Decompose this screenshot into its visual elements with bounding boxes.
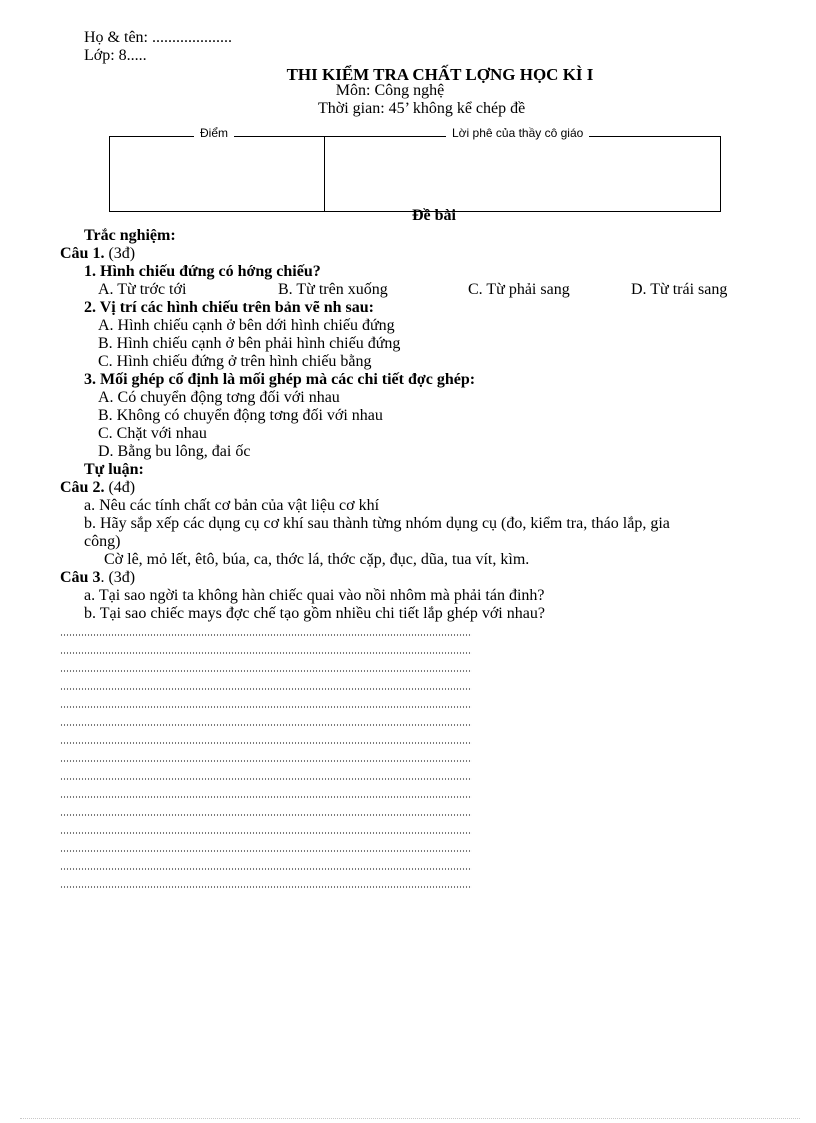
answer-1a: A. Từ trớc tới xyxy=(98,281,187,298)
question-3a: a. Tại sao ngời ta không hàn chiếc quai vào nồi nhôm mà phải tán đinh? xyxy=(84,587,545,604)
exam-title: THI KIỂM TRA CHẤT LỢNG HỌC KÌ I xyxy=(286,65,594,84)
question-2-tools: Cờ lê, mỏ lết, êtô, búa, ca, thớc lá, thớc cặp, đục, dũa, tua vít, kìm. xyxy=(104,551,530,568)
answer-line xyxy=(60,760,472,762)
answer-line xyxy=(60,778,472,780)
sub-question-3: 3. Mối ghép cố định là mối ghép mà các chi tiết đợc ghép: xyxy=(84,371,476,388)
exam-time: Thời gian: 45’ không kể chép đề xyxy=(318,100,526,117)
answer-line xyxy=(60,706,472,708)
answer-line xyxy=(60,886,472,888)
question-1-heading xyxy=(60,245,135,263)
exam-subject: Môn: Công nghệ xyxy=(335,82,445,99)
score-label: Điểm xyxy=(194,126,234,140)
question-2a: a. Nêu các tính chất cơ bản của vật liệu cơ khí xyxy=(84,497,380,514)
question-3b: b. Tại sao chiếc mays đợc chế tạo gồm nhiều chi tiết lắp ghép với nhau? xyxy=(84,605,545,622)
answer-2c: C. Hình chiếu đứng ở trên hình chiếu bằng xyxy=(98,353,372,370)
answer-3b: B. Không có chuyển động tơng đối với nhau xyxy=(98,407,383,424)
student-name-line: Họ & tên: .................... xyxy=(84,29,232,46)
score-box-divider xyxy=(324,136,325,212)
answer-line xyxy=(60,796,472,798)
question-1-points: (3đ) xyxy=(104,245,136,262)
question-2b-line1: b. Hãy sắp xếp các dụng cụ cơ khí sau thành từng nhóm dụng cụ (đo, kiểm tra, tháo lắp, gia xyxy=(84,515,670,532)
question-2-heading xyxy=(60,479,135,497)
answer-line xyxy=(60,634,472,636)
answer-3a: A. Có chuyển động tơng đối với nhau xyxy=(98,389,340,406)
answer-line xyxy=(60,832,472,834)
score-box xyxy=(109,136,721,212)
student-class-line: Lớp: 8..... xyxy=(84,47,147,64)
answer-line xyxy=(60,814,472,816)
answer-line xyxy=(60,670,472,672)
answer-1c: C. Từ phải sang xyxy=(468,281,570,298)
exam-heading: Đề bài xyxy=(412,207,456,224)
answer-2a: A. Hình chiếu cạnh ở bên dới hình chiếu đứng xyxy=(98,317,395,334)
answer-1d: D. Từ trái sang xyxy=(631,281,728,298)
sub-question-2: 2. Vị trí các hình chiếu trên bản vẽ nh sau: xyxy=(84,299,374,316)
answer-line xyxy=(60,850,472,852)
question-3-heading xyxy=(60,569,135,587)
answer-line xyxy=(60,868,472,870)
question-3-points: . (3đ) xyxy=(100,569,136,586)
answer-line xyxy=(60,742,472,744)
answer-2b: B. Hình chiếu cạnh ở bên phải hình chiếu đứng xyxy=(98,335,401,352)
teacher-comment-label: Lời phê của thầy cô giáo xyxy=(446,126,589,140)
answer-line xyxy=(60,652,472,654)
question-2-label: Câu 2. xyxy=(60,479,105,496)
answer-line xyxy=(60,724,472,726)
answer-3d: D. Bằng bu lông, đai ốc xyxy=(98,443,251,460)
part1-title: Trắc nghiệm: xyxy=(84,227,176,244)
answer-line xyxy=(60,688,472,690)
question-2b-line2: công) xyxy=(84,533,121,550)
answer-1b: B. Từ trên xuống xyxy=(278,281,388,298)
question-3-label: Câu 3 xyxy=(60,569,101,586)
part2-title: Tự luận: xyxy=(84,461,144,478)
page-bottom-border xyxy=(20,1118,800,1120)
question-1-label: Câu 1. xyxy=(60,245,105,262)
answer-3c: C. Chặt với nhau xyxy=(98,425,207,442)
question-2-points: (4đ) xyxy=(104,479,136,496)
sub-question-1: 1. Hình chiếu đứng có hớng chiếu? xyxy=(84,263,321,280)
